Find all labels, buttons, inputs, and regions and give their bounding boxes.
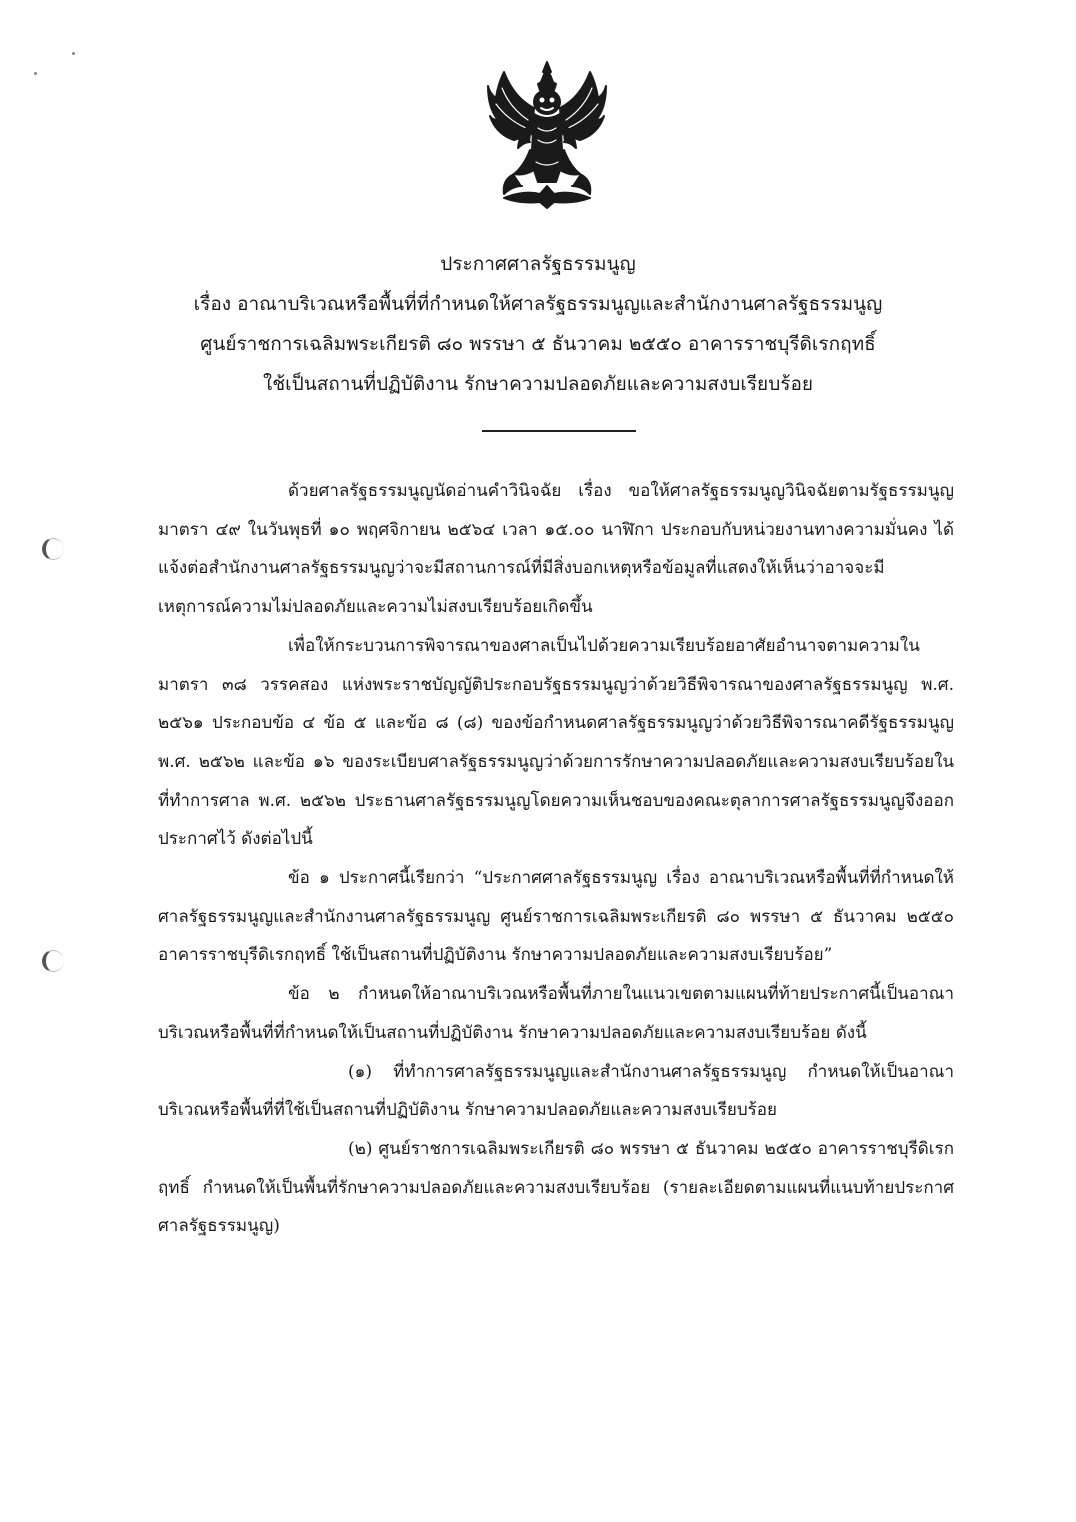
paragraph-authority: เพื่อให้กระบวนการพิจารณาของศาลเป็นไปด้วยความเรียบร้อยอาศัยอำนาจตามความใน มาตรา ๓๘ วรรคสอง แห่งพระราชบัญญัติประกอบรัฐธรรมนูญว่าด้วยวิธีพิจารณาของศาลรัฐธรรมนูญ พ.ศ. ๒๕๖๑ ประกอบข้อ ๔ ข้อ ๕ และข้อ ๘ (๘) ของข้อกำหนดศาลรัฐธรรมนูญว่าด้วยวิธีพิจารณาคดีรัฐธรรมนูญ พ.ศ. ๒๕๖๒ และข้อ ๑๖ ของระเบียบศาลรัฐธรรมนูญว่าด้วยการรักษาความปลอดภัยและความสงบเรียบร้อยในที่ทำการศาล พ.ศ. ๒๕๖๒ ประธานศาลรัฐธรรมนูญโดยความเห็นชอบของคณะตุลาการศาลรัฐธรรมนูญจึงออกประกาศไว้ ดังต่อไปนี้ <box>158 635 954 850</box>
paragraph-intro: ด้วยศาลรัฐธรรมนูญนัดอ่านคำวินิจฉัย เรื่อง ขอให้ศาลรัฐธรรมนูญวินิจฉัยตามรัฐธรรมนูญ มาตรา ๔๙ ในวันพุธที่ ๑๐ พฤศจิกายน ๒๕๖๔ เวลา ๑๕.๐๐ นาฬิกา ประกอบกับหน่วยงานทางความมั่นคง ได้แจ้งต่อสำนักงานศาลรัฐธรรมนูญว่าจะมีสถานการณ์ที่มีสิ่งบอกเหตุหรือข้อมูลที่แสดงให้เห็นว่าอาจจะมีเหตุการณ์ความไม่ปลอดภัยและความไม่สงบเรียบร้อยเกิดขึ้น <box>158 481 954 618</box>
punch-hole-top <box>42 538 64 560</box>
scan-speck <box>72 52 75 55</box>
document-title-block <box>100 244 976 284</box>
punch-hole-bottom <box>42 950 64 972</box>
heading-divider <box>482 430 636 432</box>
document-body <box>158 472 954 1246</box>
document-title: ประกาศศาลรัฐธรรมนูญ <box>440 253 636 275</box>
sub-item-2: (๒) ศูนย์ราชการเฉลิมพระเกียรติ ๘๐ พรรษา ๕ ธันวาคม ๒๕๕๐ อาคารราชบุรีดิเรกฤทธิ์ กำหนดให้เป็นพื้นที่รักษาความปลอดภัยและความสงบเรียบร้อย (รายละเอียดตามแผนที่แนบท้ายประกาศศาลรัฐธรรมนูญ) <box>158 1138 954 1237</box>
garuda-emblem-icon <box>484 58 610 210</box>
subject-line: ใช้เป็นสถานที่ปฏิบัติงาน รักษาความปลอดภัยและความสงบเรียบร้อย <box>262 373 814 395</box>
paragraph-clause-1: ข้อ ๑ ประกาศนี้เรียกว่า “ประกาศศาลรัฐธรรมนูญ เรื่อง อาณาบริเวณหรือพื้นที่ที่กำหนดให้ศาลรัฐธรรมนูญและสำนักงานศาลรัฐธรรมนูญ ศูนย์ราชการเฉลิมพระเกียรติ ๘๐ พรรษา ๕ ธันวาคม ๒๕๕๐ อาคารราชบุรีดิเรกฤทธิ์ ใช้เป็นสถานที่ปฏิบัติงาน รักษาความปลอดภัยและความสงบเรียบร้อย” <box>158 868 954 966</box>
scan-speck <box>34 72 37 75</box>
subject-line: เรื่อง อาณาบริเวณหรือพื้นที่ที่กำหนดให้ศาลรัฐธรรมนูญและสำนักงานศาลรัฐธรรมนูญ <box>193 293 883 315</box>
document-subject-block <box>100 284 976 404</box>
subject-line: ศูนย์ราชการเฉลิมพระเกียรติ ๘๐ พรรษา ๕ ธันวาคม ๒๕๕๐ อาคารราชบุรีดิเรกฤทธิ์ <box>200 333 876 355</box>
paragraph-clause-2: ข้อ ๒ กำหนดให้อาณาบริเวณหรือพื้นที่ภายในแนวเขตตามแผนที่ท้ายประกาศนี้เป็นอาณาบริเวณหรือพื้นที่ที่กำหนดให้เป็นสถานที่ปฏิบัติงาน รักษาความปลอดภัยและความสงบเรียบร้อย ดังนี้ <box>158 984 954 1043</box>
sub-item-1: (๑) ที่ทำการศาลรัฐธรรมนูญและสำนักงานศาลรัฐธรรมนูญ กำหนดให้เป็นอาณาบริเวณหรือพื้นที่ที่ใช้เป็นสถานที่ปฏิบัติงาน รักษาความปลอดภัยและความสงบเรียบร้อย <box>158 1061 954 1121</box>
